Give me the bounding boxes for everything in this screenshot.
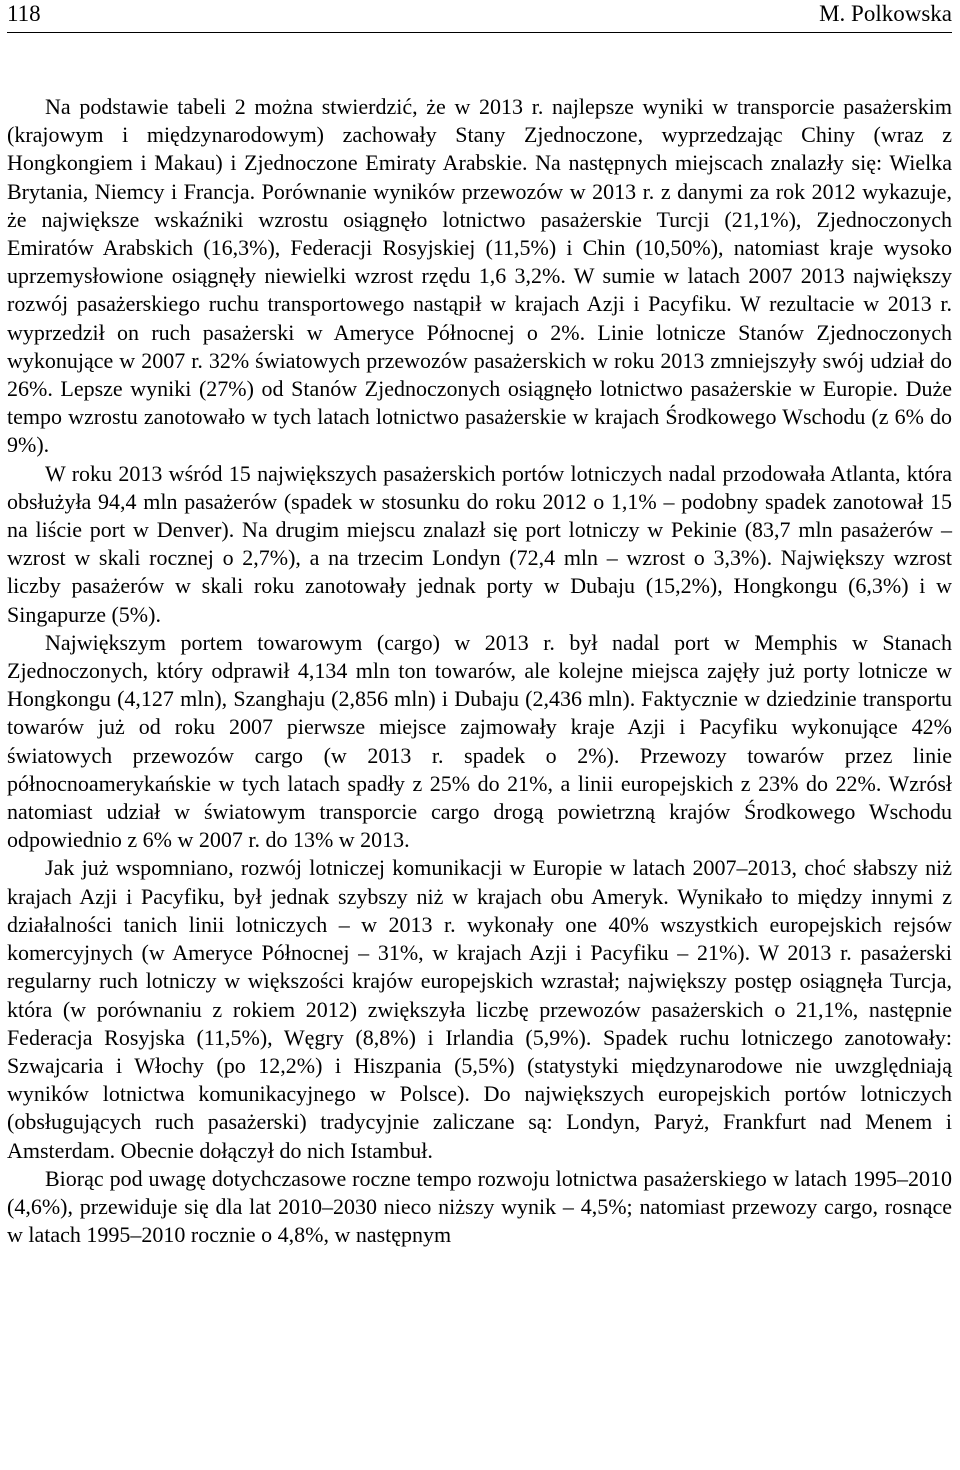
author-name: M. Polkowska	[819, 1, 952, 26]
paragraph-3: Największym portem towarowym (cargo) w 2013 r. był nadal port w Memphis w Stanach Zjednoczonych, który odprawił 4,134 mln ton towarów, ale kolejne miejsca zajęły już porty lotnicze w Hongkongu (4,127 mln), Szanghaju (2,856 mln) i Dubaju (2,436 mln). Faktycznie w dziedzinie transportu towarów już od roku 2007 pierwsze miejsce zajmowały kraje Azji i Pacyfiku wykonujące 42% światowych przewozów cargo (w 2013 r. spadek o 2%). Przewozy towarów przez linie północnoamerykańskie w tych latach spadły z 25% do 21%, a linii europejskich z 23% do 22%. Wzrósł natomiast udział w światowym transporcie cargo drogą powietrzną krajów Środkowego Wschodu odpowiednio z 6% w 2007 r. do 13% w 2013.	[7, 629, 952, 853]
header-rule	[7, 32, 952, 33]
paragraph-5: Biorąc pod uwagę dotychczasowe roczne tempo rozwoju lotnictwa pasażerskiego w latach 1995–2010 (4,6%), przewiduje się dla lat 2010–2030 nieco niższy wynik – 4,5%; natomiast przewozy cargo, rosnące w latach 1995–2010 rocznie o 4,8%, w następnym	[7, 1165, 952, 1248]
paragraph-4: Jak już wspomniano, rozwój lotniczej komunikacji w Europie w latach 2007–2013, choć słabszy niż krajach Azji i Pacyfiku, był jednak szybszy niż w krajach obu Ameryk. Wynikało to między innymi z działalności tanich linii lotniczych – w 2013 r. wykonały one 40% wszystkich europejskich rejsów komercyjnych (w Ameryce Północnej – 31%, w krajach Azji i Pacyfiku – 21%). W 2013 r. pasażerski regularny ruch lotniczy w większości krajów europejskich wzrastał; największy postęp osiągnęła Turcja, która (w porównaniu z rokiem 2012) zwiększyła liczbę przewozów pasażerskich o 21,1%, następnie Federacja Rosyjska (11,5%), Węgry (8,8%) i Irlandia (5,9%). Spadek ruchu lotniczego zanotowały: Szwajcaria i Włochy (po 12,2%) i Hiszpania (5,5%) (statystyki międzynarodowe nie uwzględniają wyników lotnictwa komunikacyjnego w Polsce). Do największych europejskich portów lotniczych (obsługujących ruch pasażerski) tradycyjnie zaliczane są: Londyn, Paryż, Frankfurt nad Menem i Amsterdam. Obecnie dołączył do nich Istambuł.	[7, 855, 952, 1163]
document-page	[7, 0, 952, 1470]
page-number: 118	[7, 1, 41, 26]
body-text	[7, 93, 952, 1249]
running-header	[7, 0, 952, 30]
paragraph-1: Na podstawie tabeli 2 można stwierdzić, że w 2013 r. najlepsze wyniki w transporcie pasażerskim (krajowym i międzynarodowym) zachowały Stany Zjednoczone, wyprzedzając Chiny (wraz z Hongkongiem i Makau) i Zjednoczone Emiraty Arabskie. Na następnych miejscach znalazły się: Wielka Brytania, Niemcy i Francja. Porównanie wyników przewozów w 2013 r. z danymi za rok 2012 wykazuje, że największe wskaźniki wzrostu osiągnęło lotnictwo pasażerskie Turcji (21,1%), Zjednoczonych Emiratów Arabskich (16,3%), Federacji Rosyjskiej (11,5%) i Chin (10,50%), natomiast kraje wysoko uprzemysłowione osiągnęły niewielki wzrost rzędu 1,6 3,2%. W sumie w latach 2007 2013 największy rozwój pasażerskiego ruchu transportowego nastąpił w krajach Azji i Pacyfiku. W rezultacie w 2013 r. wyprzedził on ruch pasażerski w Ameryce Północnej o 2%. Linie lotnicze Stanów Zjednoczonych wykonujące w 2007 r. 32% światowych przewozów pasażerskich w roku 2013 zmniejszyły swój udział do 26%. Lepsze wyniki (27%) od Stanów Zjednoczonych osiągnęło lotnictwo pasażerskie w Europie. Duże tempo wzrostu zanotowało w tych latach lotnictwo pasażerskie w krajach Środkowego Wschodu (z 6% do 9%).	[7, 94, 952, 458]
paragraph-2: W roku 2013 wśród 15 największych pasażerskich portów lotniczych nadal przodowała Atlanta, która obsłużyła 94,4 mln pasażerów (spadek w stosunku do roku 2012 o 1,1% – podobny spadek zanotował 15 na liście port w Denver). Na drugim miejscu znalazł się port lotniczy w Pekinie (83,7 mln pasażerów – wzrost w skali rocznej o 2,7%), a na trzecim Londyn (72,4 mln – wzrost o 3,3%). Największy wzrost liczby pasażerów w skali roku zanotowały jednak porty w Dubaju (15,2%), Hongkongu (6,3%) i w Singapurze (5%).	[7, 460, 952, 627]
